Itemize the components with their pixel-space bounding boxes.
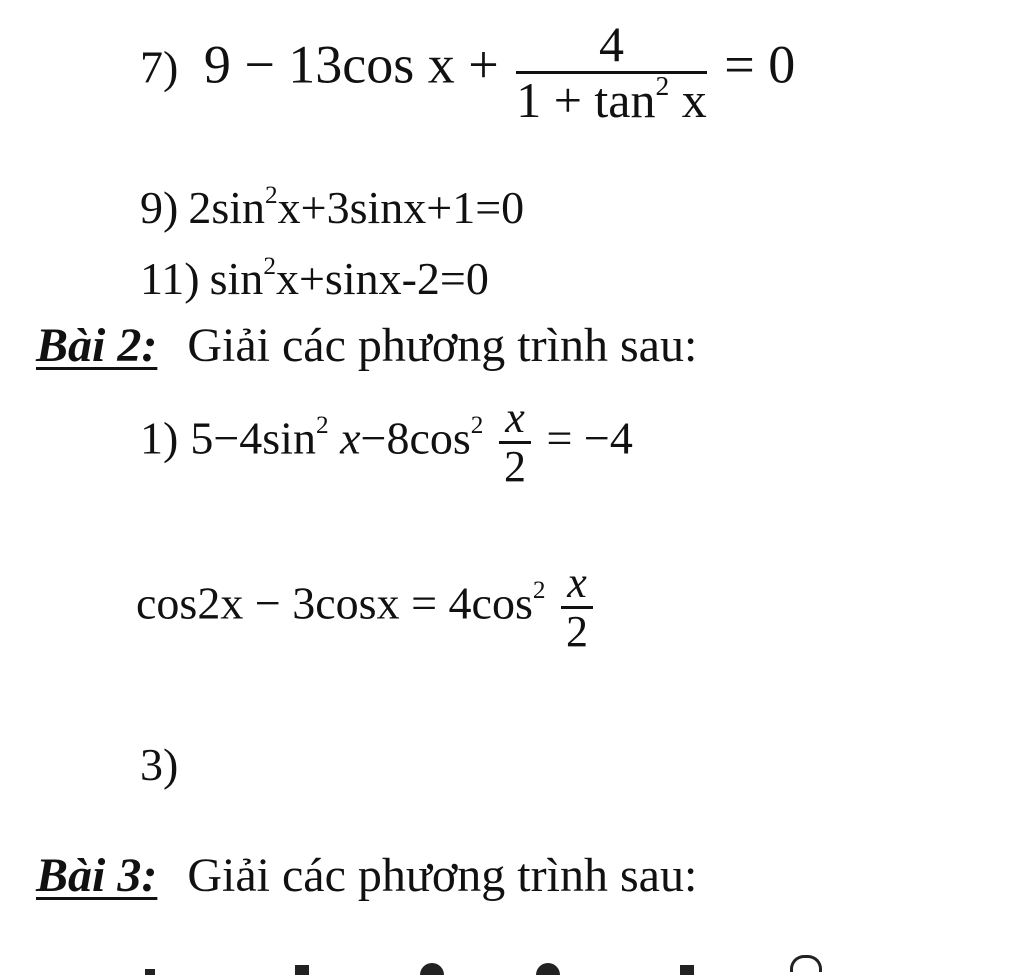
item-number: 1) [140,412,179,464]
fraction-denominator: $1 + \tan^2 x$ [516,69,707,128]
section-instruction: Giải các phương trình sau: [187,319,698,372]
fragment [295,965,309,975]
fraction-numerator: 4 [598,16,624,72]
fragment [536,963,560,975]
equation-9: 9) $2\sin^2x+3\sin x+1=0$ [140,180,525,233]
section-heading-bai-3 [36,849,698,902]
fraction-denominator: 2 [566,607,588,657]
section-instruction: Giải các phương trình sau: [187,849,698,902]
equation-7 [140,18,795,126]
item-number: 11) [140,253,200,304]
cut-off-text-fragments [0,955,1024,976]
equation-cos2x: $\cos 2x - 3\cos x = 4\cos^2$ $\frac{x}{2}$ [136,560,597,655]
fragment [680,965,694,975]
fraction-numerator: x [505,393,525,442]
fragment [790,955,822,972]
equation-1-fraction [499,395,531,490]
fragment [420,963,444,975]
equation-cos2x-fraction [561,560,593,655]
section-label: Bài 2: [36,319,158,372]
fraction-numerator: x [567,558,587,607]
fragment [145,969,155,975]
equation-3 [140,739,179,790]
equation-7-fraction [516,18,707,126]
item-number: 9) [140,182,179,233]
equation-7-rhs: = 0 [724,34,796,95]
fraction-denominator: 2 [503,442,526,492]
section-heading-bai-2 [36,319,698,372]
item-number: 3) [140,739,179,790]
equation-7-lhs: 9 − 13cos x + [203,34,499,95]
equation-1: 1) $5-4\sin^2$ $x-8\cos^2$ $\frac{x}{2}$ = −4 [140,393,633,492]
section-label: Bài 3: [36,849,158,902]
item-number: 7) [140,41,179,93]
equation-11: 11) $\sin^2x+\sin x-2=0$ [140,251,489,304]
